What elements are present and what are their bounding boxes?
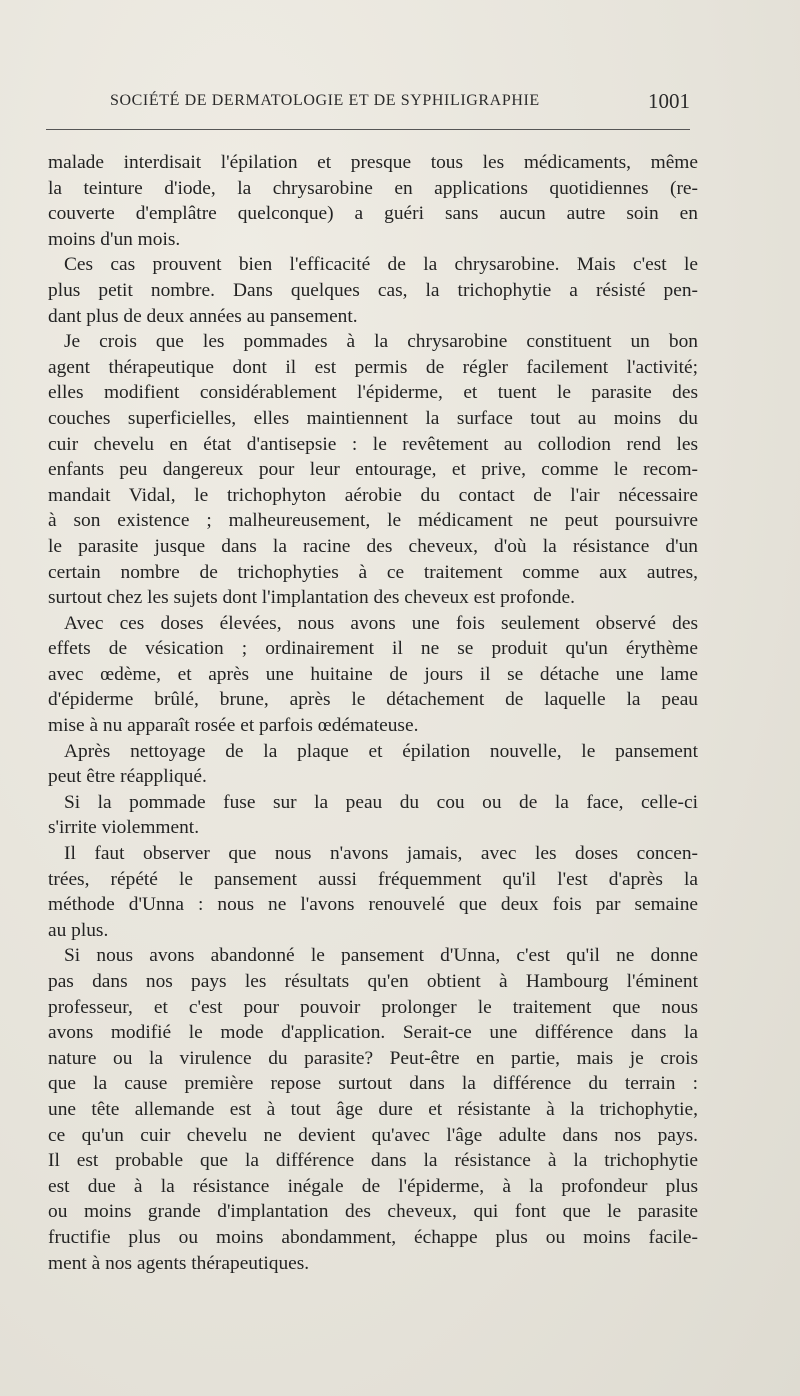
text-line: ment à nos agents thérapeutiques. bbox=[48, 1252, 310, 1274]
text-line: Je crois que les pommades à la chrysarobine constituent un bon bbox=[64, 331, 698, 353]
text-line: avons modifié le mode d'application. Serait-ce une différence dans la bbox=[48, 1022, 698, 1044]
text-line: couches superficielles, elles maintiennent la surface tout au moins du bbox=[48, 407, 698, 429]
text-line: fructifie plus ou moins abondamment, échappe plus ou moins facile- bbox=[48, 1226, 698, 1248]
text-line: Après nettoyage de la plaque et épilation nouvelle, le pansement bbox=[64, 740, 698, 762]
text-line: la teinture d'iode, la chrysarobine en applications quotidiennes (re- bbox=[48, 177, 698, 199]
text-line: effets de vésication ; ordinairement il ne se produit qu'un érythème bbox=[48, 638, 698, 660]
text-line: d'épiderme brûlé, brune, après le détachement de laquelle la peau bbox=[48, 689, 698, 711]
text-line: s'irrite violemment. bbox=[48, 817, 200, 839]
text-line: Ces cas prouvent bien l'efficacité de la chrysarobine. Mais c'est le bbox=[64, 254, 698, 276]
header-title: SOCIÉTÉ DE DERMATOLOGIE ET DE SYPHILIGRAPHIE bbox=[110, 92, 540, 109]
text-line: une tête allemande est à tout âge dure et résistante à la trichophytie, bbox=[48, 1098, 698, 1120]
text-line: dant plus de deux années au pansement. bbox=[48, 305, 358, 327]
text-line: agent thérapeutique dont il est permis de régler facilement l'activité; bbox=[48, 356, 698, 378]
text-line: mise à nu apparaît rosée et parfois œdémateuse. bbox=[48, 715, 419, 737]
text-line: Il faut observer que nous n'avons jamais, avec les doses concen- bbox=[64, 843, 698, 865]
text-line: Avec ces doses élevées, nous avons une fois seulement observé des bbox=[64, 612, 698, 634]
text-line: ou moins grande d'implantation des cheveux, qui font que le parasite bbox=[48, 1201, 698, 1223]
text-line: plus petit nombre. Dans quelques cas, la trichophytie a résisté pen- bbox=[48, 279, 698, 301]
text-line: cuir chevelu en état d'antisepsie : le revêtement au collodion rend les bbox=[48, 433, 698, 455]
page-number: 1001 bbox=[648, 89, 690, 113]
text-line: mandait Vidal, le trichophyton aérobie du contact de l'air nécessaire bbox=[48, 484, 698, 506]
text-line: ce qu'un cuir chevelu ne devient qu'avec l'âge adulte dans nos pays. bbox=[48, 1124, 698, 1146]
text-line: avec œdème, et après une huitaine de jours il se détache une lame bbox=[48, 663, 698, 685]
text-line: Si nous avons abandonné le pansement d'Unna, c'est qu'il ne donne bbox=[64, 945, 698, 967]
text-line: nature ou la virulence du parasite? Peut-être en partie, mais je crois bbox=[48, 1047, 698, 1069]
header-rule bbox=[46, 129, 690, 130]
text-line: pas dans nos pays les résultats qu'en obtient à Hambourg l'éminent bbox=[48, 971, 698, 992]
text-line: méthode d'Unna : nous ne l'avons renouvelé que deux fois par semaine bbox=[48, 894, 698, 916]
text-line: enfants peu dangereux pour leur entourage, et prive, comme le recom- bbox=[48, 459, 698, 481]
text-line: surtout chez les sujets dont l'implantation des cheveux est profonde. bbox=[48, 587, 575, 609]
text-line: est due à la résistance inégale de l'épiderme, à la profondeur plus bbox=[48, 1175, 698, 1197]
body-text bbox=[48, 150, 698, 1276]
text-line: le parasite jusque dans la racine des cheveux, d'où la résistance d'un bbox=[48, 535, 698, 557]
text-line: trées, répété le pansement aussi fréquemment qu'il l'est d'après la bbox=[48, 868, 698, 890]
text-line: que la cause première repose surtout dans la différence du terrain : bbox=[48, 1073, 698, 1095]
text-line: au plus. bbox=[48, 919, 109, 941]
text-line: Il est probable que la différence dans la résistance à la trichophytie bbox=[48, 1150, 698, 1172]
running-header bbox=[110, 89, 690, 116]
text-line: à son existence ; malheureusement, le médicament ne peut poursuivre bbox=[48, 510, 698, 532]
text-line: elles modifient considérablement l'épiderme, et tuent le parasite des bbox=[48, 382, 698, 404]
text-line: malade interdisait l'épilation et presque tous les médicaments, même bbox=[48, 152, 698, 173]
text-line: certain nombre de trichophyties à ce traitement comme aux autres, bbox=[48, 561, 698, 583]
text-line: moins d'un mois. bbox=[48, 228, 181, 250]
text-line: professeur, et c'est pour pouvoir prolonger le traitement que nous bbox=[48, 996, 698, 1018]
text-line: Si la pommade fuse sur la peau du cou ou de la face, celle-ci bbox=[64, 791, 698, 813]
text-line: peut être réappliqué. bbox=[48, 766, 207, 788]
text-line: couverte d'emplâtre quelconque) a guéri sans aucun autre soin en bbox=[48, 203, 698, 225]
